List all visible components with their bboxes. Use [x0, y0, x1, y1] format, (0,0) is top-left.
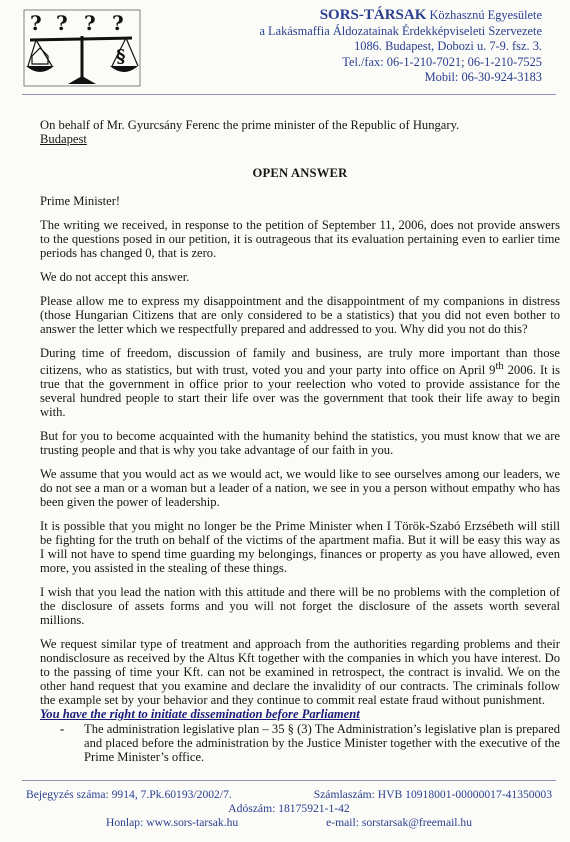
organization-block — [212, 8, 542, 86]
bank-account: Számlaszám: HVB 10918001-00000017-41350003 — [313, 788, 552, 801]
tax-number: Adószám: 18175921-1-42 — [228, 802, 350, 815]
paragraph-4-start: During time of freedom, discussion of family and business, are truly more important than those citizens, who as statistics, but with trust, voted you and your party into office on April 9 — [40, 346, 560, 378]
footer-row-1 — [22, 788, 556, 802]
letterhead — [0, 0, 570, 96]
paragraph-5: But for you to become acquainted with the humanity behind the statistics, you must know that we are trusting people and that is why you take advantage of our faith in you. — [40, 429, 560, 458]
paragraph-8: I wish that you lead the nation with this attitude and there will be no problems with the completion of the disclosure of assets forms and you will not forget the disclosure of the assets worth several millions. — [40, 585, 560, 628]
organization-suffix: Közhasznú Egyesülete — [426, 8, 542, 22]
paragraph-7: It is possible that you might no longer be the Prime Minister when I Török-Szabó Erzsébeth will still be fighting for the truth on behalf of the victims of the apartment mafia. But it will be easy this way as I will not have to spend time guarding my belongings, finances or property as you have allowed, even more, you assisted in the stealing of these things. — [40, 519, 560, 576]
organization-subtitle: a Lakásmaffia Áldozatainak Érdekképviseleti Szervezete — [259, 23, 542, 38]
header-divider — [22, 94, 556, 95]
organization-mobile: Mobil: 06-30-924-3183 — [424, 70, 542, 84]
paragraph-2: We do not accept this answer. — [40, 270, 190, 284]
svg-text:?: ? — [112, 11, 124, 35]
bullet-dash: - — [60, 722, 65, 737]
list-item — [60, 722, 560, 764]
paragraph-3: Please allow me to express my disappointment and the disappointment of my companions in distress (those Hungarian Citizens that are only considered to be a statistics) that you did not even bother to answer the letter which we respectfully prepared and addressed to you. Why did you not do this? — [40, 294, 560, 336]
paragraph-6: We assume that you would act as we would act, we would like to see ourselves among our leaders, we do not see a man or a woman but a leader of a nation, we see in you a person without empathy who has been given the power of leadership. — [40, 467, 560, 510]
paragraph-4-end: 2006. It is true that the government in office prior to your reelection who voted to provide assistance for the several hundred people to start their life over was the government that took their life away to begin with. — [40, 363, 561, 420]
paragraph-4 — [40, 346, 560, 419]
salutation: Prime Minister! — [40, 194, 121, 208]
footer-divider — [22, 780, 556, 781]
addressee-line: On behalf of Mr. Gyurcsány Ferenc the prime minister of the Republic of Hungary. — [40, 118, 460, 132]
organization-address: 1086. Budapest, Dobozi u. 7-9. fsz. 3. — [354, 39, 542, 53]
addressee-city: Budapest — [40, 132, 87, 146]
paragraph-9: We request similar type of treatment and approach from the authorities regarding problems and their nondisclosure as received by the Altus Kft together with the companies in which you have interest. Do to the passing of time your Kft. can not be examined in retrospect, the contract is invalid. We on the other hand request that you examine and declare the invalidity of our contracts. The criminals follow the example set by your behavior and they continue to commit real estate fraud without punishment. — [40, 637, 560, 708]
footer-row-3 — [22, 816, 556, 830]
paragraph-4-superscript: th — [495, 361, 504, 372]
organization-phone: Tel./fax: 06-1-210-7021; 06-1-210-7525 — [342, 54, 542, 69]
scales-of-justice-logo — [22, 8, 142, 88]
svg-text:§: § — [116, 46, 126, 67]
footer — [22, 788, 556, 830]
letter-title: OPEN ANSWER — [252, 166, 348, 180]
registration-number: Bejegyzés száma: 9914, 7.Pk.60193/2002/7. — [26, 788, 232, 801]
paragraph-1: The writing we received, in response to the petition of September 11, 2006, does not provide answers to the questions posed in our petition, it is outrageous that its evaluation pertaining even to earlier time periods has changed 0, that is zero. — [40, 218, 560, 260]
organization-name: SORS-TÁRSAK — [319, 7, 427, 23]
email: e-mail: sorstarsak@freemail.hu — [326, 816, 473, 829]
bullet-text: The administration legislative plan – 35 § (3) The Administration’s legislative plan is prepared and placed before the administration by the Justice Minister together with the executive of the Prime Minister’s office. — [84, 722, 560, 765]
section-heading: You have the right to initiate dissemination before Parliament — [40, 707, 360, 722]
organization-name-line — [212, 8, 542, 24]
svg-text:?: ? — [84, 11, 96, 35]
svg-text:?: ? — [56, 11, 68, 35]
website: Honlap: www.sors-tarsak.hu — [105, 816, 239, 829]
addressee-block — [40, 118, 560, 146]
letter-body — [40, 118, 560, 764]
svg-text:?: ? — [30, 11, 42, 35]
